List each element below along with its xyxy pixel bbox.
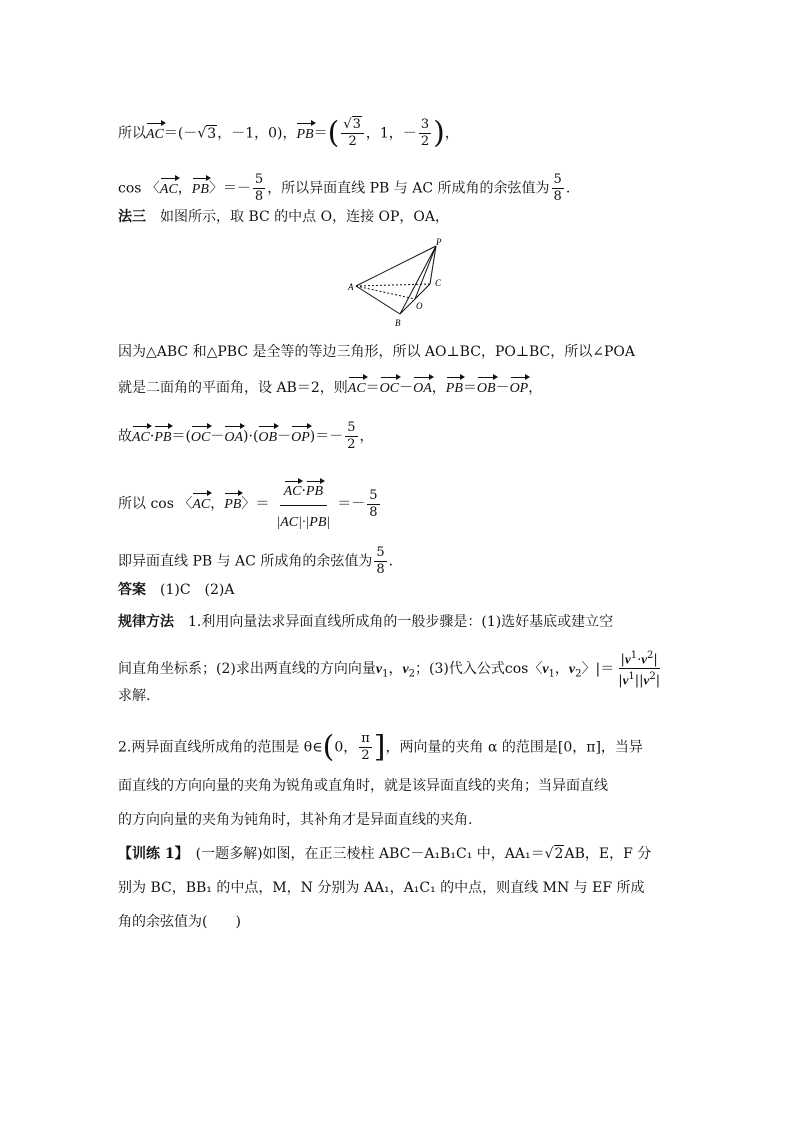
label-a: A <box>348 282 354 292</box>
vector-ac: AC <box>160 180 178 200</box>
fraction-5-over-8: $\frac{5}{8}$ <box>553 172 562 204</box>
rule-label: 规律方法 <box>118 614 174 630</box>
line-training-3: 角的余弦值为( ) <box>118 914 241 930</box>
answer-label: 答案 <box>118 582 146 598</box>
fraction-5-over-2: $\frac{5}{2}$ <box>347 420 356 452</box>
answer-text: (1)C (2)A <box>146 582 235 598</box>
fraction-5-over-8: $\frac{5}{8}$ <box>254 172 264 204</box>
line-method-three <box>118 207 449 227</box>
edge-ac-dashed <box>356 284 430 286</box>
line-rule-1 <box>118 612 613 632</box>
text: ＝ <box>313 125 328 142</box>
line-training-2: 别为 BC，BB₁ 的中点，M，N 分别为 AA₁，A₁C₁ 的中点，则直线 MN 与 EF 所成 <box>118 880 645 896</box>
text: 〉＝－ <box>208 180 251 197</box>
line-dihedral: 就是二面角的平面角，设 AB＝2，则AC＝OC－OA，PB＝OB－OP， <box>118 378 542 399</box>
line-answer <box>118 580 234 600</box>
line-rule-3: 求解. <box>118 688 151 704</box>
text: ，所以异面直线 PB 与 AC 所成角的余弦值为 <box>267 180 550 197</box>
text: 1.利用向量法求异面直线所成角的一般步骤是：(1)选好基底或建立空 <box>174 614 614 630</box>
vector-ac: AC <box>146 125 164 145</box>
label-p: P <box>436 238 442 247</box>
edge-ao-dashed <box>356 286 415 299</box>
line-conclusion: 即异面直线 PB 与 AC 所成角的余弦值为 $\frac{5}{8}$ . <box>118 545 394 577</box>
text: 因为△ABC 和△PBC 是全等的等边三角形，所以 AO⊥BC，PO⊥BC，所以∠POA <box>118 344 636 360</box>
fraction-5-over-8: $\frac{5}{8}$ <box>369 487 378 520</box>
edge-ap <box>356 246 436 286</box>
fraction-sqrt3-over-2: $\frac{√3}{2}$ <box>341 117 364 150</box>
line-cos-result: cos 〈AC，PB〉＝－ $\frac{5}{8}$ ，所以异面直线 PB 与 AC 所成角的余弦值为 $\frac{5}{8}$ . <box>118 172 571 204</box>
text: ， <box>444 125 459 142</box>
label-o: O <box>416 301 423 311</box>
text: ，1，－ <box>365 125 417 142</box>
line-rule2-1: 2.两异面直线所成角的范围是 θ∈(0， $\frac{\pi}{2}$ ]，两向量的夹角 α 的范围是[0，π]，当异 <box>118 729 643 765</box>
fraction-5-over-8: $\frac{5}{8}$ <box>376 545 385 577</box>
text: 即异面直线 PB 与 AC 所成角的余弦值为 <box>118 553 373 570</box>
method-label: 法三 <box>118 209 146 225</box>
line-rule2-2: 面直线的方向向量的夹角为锐角或直角时，就是该异面直线的夹角；当异面直线 <box>118 778 608 794</box>
training-label: 【训练 1】 <box>118 846 182 862</box>
text: 所以 <box>118 125 146 142</box>
fraction-3-over-2: $\frac{3}{2}$ <box>420 117 430 149</box>
line-training-1: 【训练 1】 (一题多解)如图，在正三棱柱 ABC－A₁B₁C₁ 中，AA₁＝√2AB，E，F 分 <box>118 846 652 862</box>
line-cos-formula: 所以 cos 〈AC，PB〉＝ $\frac{AC\cdot PB}{|AC|\cdot|PB|}$ ＝－ $\frac{5}{8}$ <box>118 476 382 532</box>
line-rule-2: 间直角坐标系；(2)求出两直线的方向向量$v_1$，$v_2$；(3)代入公式cos〈$v_1$，$v_2$〉|＝ $\frac{|v^1\cdot v^2|}{|v^1||v^2|}$ <box>118 650 661 689</box>
fraction-pi-over-2: $\frac{\pi}{2}$ <box>361 731 370 763</box>
line-rule2-3: 的方向向量的夹角为钝角时，其补角才是异面直线的夹角. <box>118 812 473 828</box>
text: ，－1，0)， <box>217 125 297 142</box>
sqrt-value: 3 <box>207 125 217 142</box>
fraction-formula: $\frac{|v^1\cdot v^2|}{|v^1||v^2|}$ <box>618 650 661 689</box>
label-c: C <box>435 278 442 288</box>
pyramid-figure <box>336 238 456 330</box>
text: ＝(－ <box>163 125 198 142</box>
edge-ab <box>356 286 400 314</box>
label-b: B <box>395 318 401 328</box>
text: 就是二面角的平面角，设 AB＝2，则 <box>118 380 348 396</box>
edge-op <box>415 246 436 299</box>
text: cos 〈 <box>118 180 160 197</box>
fraction-dot-over-norms: $\frac{AC\cdot PB}{|AC|\cdot|PB|}$ <box>272 476 334 532</box>
line-equilateral <box>118 342 635 362</box>
line-dot-product: 故AC·PB＝(OC－OA)·(OB－OP)＝－ $\frac{5}{2}$ ， <box>118 420 374 452</box>
text: 如图所示，取 BC 的中点 O，连接 OP，OA， <box>146 209 450 225</box>
vector-pb: PB <box>296 125 313 145</box>
line-vectors: 所以AC＝(－√3，－1，0)，PB＝( $\frac{√3}{2}$ ，1，－ $\frac{3}{2}$ )， <box>118 115 459 151</box>
vector-pb: PB <box>192 180 209 200</box>
